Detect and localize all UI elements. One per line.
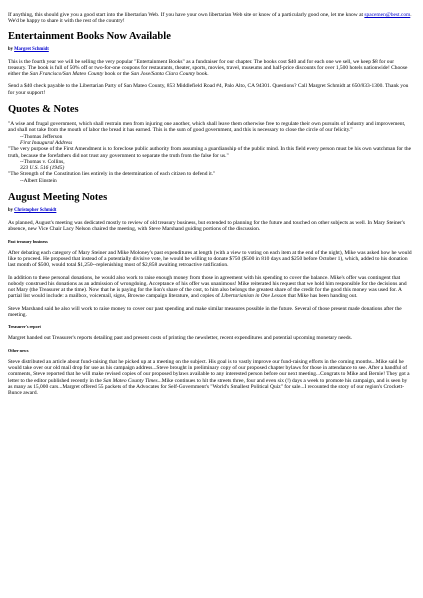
treasury-paragraph: After debating each category of Mary Steiner and Mike Moloney's past expenditures at length (with a view to voting on each item at the end of the night), Mike was asked how he would like to proceed. He proposed that instead of a potentially divisive vote, he would be willing to donate $750 ($500 in 810 days and $250 before October 1), which, added to his donation last month of $500, would total $1,250--replenishing most of $2,858 awaiting retroactive ratification.	[8, 249, 412, 269]
other-news-text: Steve distributed an article about fund-raising that he picked up at a meeting on the subject. His goal is to vastly improve our fund-raising efforts in the coming months...Mike said he would take over our old mail drop for use as his campaign address...Steve brought in preliminary copy of our proposed chapter bylaws for those in attendance to see. After a handful of comments, Steve reported that he will make revised copies of our proposed bylaws available to any interested person before our next meeting...Congrats to Mike and Bernie! They got a letter to the editor published recently in the	[8, 358, 410, 384]
donations-text: In addition to these personal donations, he would also work to raise enough money from those in agreement with his spending to cover the balance. Mike's offer was contingent that nobody construed his donations as an admission of wrongdoing. Acceptance of his offer was unanimous! Mike reiterated his request that we hold him responsible for the decisions and not Mary (the Treasurer at the time). Now that he is paying for the lion's share of the cost, to him also belongs the greatest share of the credit for the good this money was used for. A partial list would include: a mailbox, voicemail, signs, Browne campaign literature, and copies of	[8, 274, 407, 300]
quote-source-italic: First Inaugural Address	[20, 139, 73, 146]
books-paragraph	[8, 59, 412, 78]
subheading-past-treasury: Past treasury business	[8, 238, 48, 244]
marshand-paragraph: Steve Marshand said he also will work to raise money to cover our past spending and make similar measures possible in the future. Several of those present made donations after the meeting.	[8, 305, 402, 319]
newspaper-title: San Mateo County Times	[103, 377, 158, 384]
quote-jefferson: "A wise and frugal government, which shall restrain men from injuring one another, which shall leave them otherwise free to regulate their own pursuits of industry and improvement, and shall not take from the mouth of labor the bread it has earned. This is the sum of good government, and this is necessary to close the circle of our felicity."	[8, 121, 406, 134]
book-title-sf: San Francisco/San Mateo County	[29, 71, 104, 78]
byline-by: by	[8, 46, 15, 52]
email-link[interactable]: spacemen@best.com	[364, 12, 411, 18]
author-link-christopher[interactable]: Christopher Schmidt	[14, 208, 57, 214]
intro-text: If anything, this should give you a good start into the libertarian Web. If you have your own libertarian Web site or know of a particularly good one, let me know at	[8, 12, 365, 18]
byline-by: by	[8, 208, 15, 214]
newsletter-page	[8, 12, 412, 396]
quote-source-italic: 323 U.S. 516 (1945)	[20, 165, 65, 172]
books-heading: Entertainment Books Now Available	[8, 30, 171, 42]
books-order-paragraph: Send a $40 check payable to the Libertarian Party of San Mateo County, 853 Middlefield Road #4, Palo Alto, CA 94301. Questions? Call Margret Schmidt at 650/833-1300. Thank you for your support!	[8, 83, 409, 96]
books-byline	[8, 47, 412, 53]
donations-text-end: that Mike has been handing out.	[286, 293, 358, 300]
meeting-byline	[8, 208, 412, 214]
quote-author: --Thomas v. Collins,	[20, 158, 65, 165]
book-title-lesson: Libertarianism in One Lesson	[221, 293, 287, 300]
books-text-3: book.	[195, 71, 209, 78]
books-text-2: book or the	[103, 71, 131, 78]
donations-paragraph	[8, 275, 412, 300]
other-news-text-end: ...Mike continues to hit the streets three, four and even six (!) days a week to promote his campaign, and is seen by as many as 15,000 cars...Margret offered 55 packets of the Advocates for Self-Government's "World's Smallest Political Quiz" for sale...I recounted the story of our region's Crockett-Bunce award.	[8, 377, 408, 397]
subheading-other-news: Other news	[8, 347, 29, 353]
other-news-paragraph	[8, 359, 412, 397]
quote-first-amendment: "The very purpose of the First Amendment is to foreclose public authority from assuming a guardianship of the public mind. In this field every person must be his own watchman for the truth, because the forefathers did not trust any government to separate the truth from the false for us."	[8, 146, 411, 159]
intro-paragraph	[8, 12, 412, 25]
author-link-margret[interactable]: Margret Schmidt	[14, 46, 49, 52]
book-title-sj: San Jose/Santa Clara County	[130, 71, 196, 78]
meeting-intro-paragraph: As planned, August's meeting was dedicated mostly to review of old treasury business, but extended to planning for the future and touched on other subjects as well. In Mary Steiner's absence, new Vice Chair Lacy Nelson chaired the meeting, with Steve Marshand guiding portions of the discussion.	[8, 220, 405, 233]
quote-einstein: "The Strength of the Constitution lies entirely in the determination of each citizen to defend it."	[8, 171, 216, 178]
subheading-treasurer-report: Treasurer's report	[8, 324, 41, 330]
books-text: This is the fourth year we will be selling the very popular "Entertainment Books" as a fundraiser for our chapter. The books cost $40 and for each one we sell, we keep $8 for our treasury. The book is full of 50% off or two-for-one coupons for restaurants, theater, sports, movies, travel, museums and half-price discounts for over 1,500 hotels nationwide! Choose either the	[8, 58, 408, 78]
intro-text-end: . We'd be happy to share it with the rest of the country!	[8, 12, 412, 25]
treasurer-report-paragraph: Margret handed out Treasurer's reports detailing past and present costs of printing the newsletter, recent expenditures and potential upcoming monetary needs.	[8, 335, 353, 342]
quote-author: --Thomas Jefferson	[20, 133, 63, 140]
quotes-heading: Quotes & Notes	[8, 104, 79, 116]
meeting-heading: August Meeting Notes	[8, 192, 108, 204]
quote-author: --Albert Einstein	[20, 177, 57, 184]
